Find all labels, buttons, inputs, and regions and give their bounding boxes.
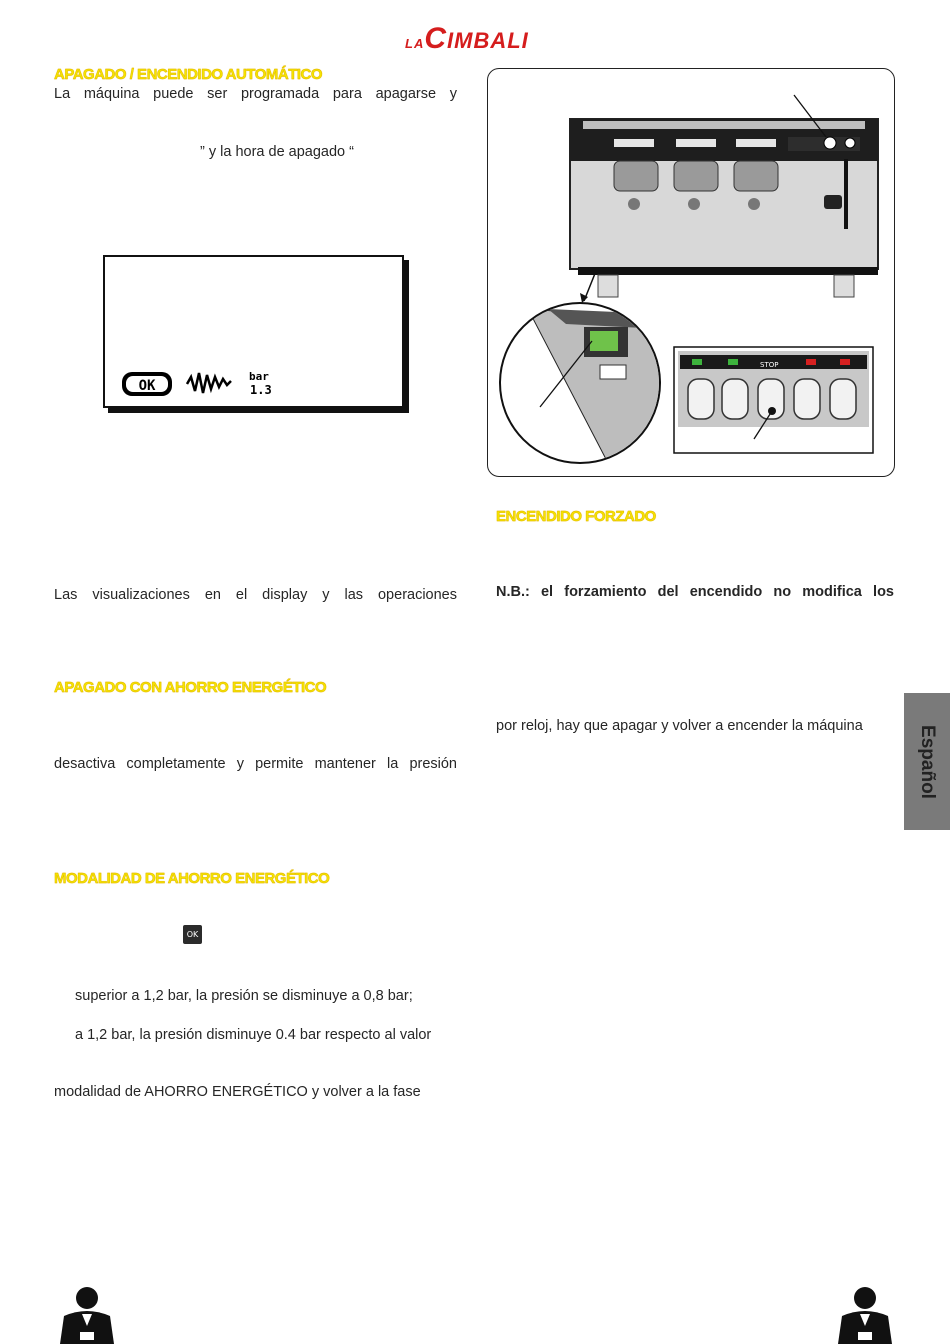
brand-logo (405, 22, 529, 56)
left-line-7: modalidad de AHORRO ENERGÉTICO y volver a la fase (54, 1084, 421, 1100)
heading-forced-on: ENCENDIDO FORZADO (496, 508, 656, 525)
panel-stop-label: STOP (760, 361, 779, 369)
left-line-2: ” y la hora de apagado “ (200, 144, 354, 160)
lcd-graphic (105, 257, 402, 406)
logo-rest: IMBALI (447, 28, 529, 53)
logo-c: C (424, 22, 448, 55)
machine-figure (487, 68, 895, 477)
left-line-1: La máquina puede ser programada para apagarse y (54, 86, 457, 102)
waiter-icon-right (834, 1286, 896, 1344)
left-line-5: superior a 1,2 bar, la presión se disminuye a 0,8 bar; (75, 988, 413, 1004)
left-line-3: Las visualizaciones en el display y las operaciones (54, 587, 457, 603)
lcd-display (103, 255, 404, 408)
right-line-clock: por reloj, hay que apagar y volver a encender la máquina (496, 718, 863, 734)
lcd-wave-icon (187, 373, 231, 393)
heading-energy-mode: MODALIDAD DE AHORRO ENERGÉTICO (54, 870, 330, 887)
logo-la: LA (405, 36, 425, 51)
machine-illustration (488, 69, 894, 476)
lcd-ok-label: OK (138, 378, 156, 394)
waiter-icon-left (56, 1286, 118, 1344)
language-tab (904, 693, 950, 830)
ok-button-icon: OK (183, 925, 202, 944)
language-tab-label: Español (917, 724, 938, 799)
lcd-unit: bar (249, 370, 269, 383)
heading-energy-off: APAGADO CON AHORRO ENERGÉTICO (54, 679, 327, 696)
left-line-4: desactiva completamente y permite mantener la presión (54, 756, 457, 772)
right-line-nb: N.B.: el forzamiento del encendido no modifica los (496, 584, 894, 600)
lcd-pressure: 1.3 (250, 383, 272, 397)
heading-auto-onoff: APAGADO / ENCENDIDO AUTOMÁTICO (54, 66, 323, 83)
left-line-6: a 1,2 bar, la presión disminuye 0.4 bar respecto al valor (75, 1027, 432, 1043)
